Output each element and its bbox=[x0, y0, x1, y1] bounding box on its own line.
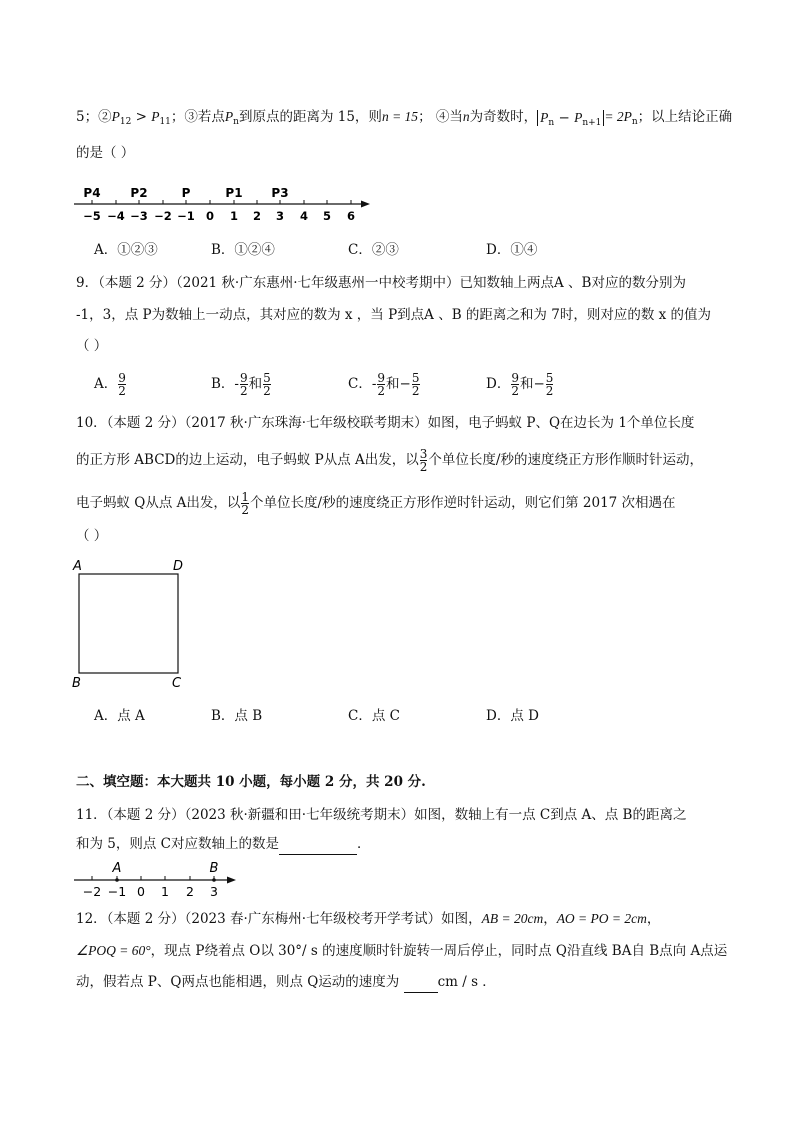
tick-label: −2 bbox=[154, 209, 172, 223]
vertex-label-c: C bbox=[172, 676, 182, 691]
q10-option-c[interactable]: C．点 C bbox=[348, 708, 400, 724]
fraction: $\frac{9}{2}$ bbox=[239, 371, 248, 398]
q12-line2: ∠POQ = 60°，现点 P绕着点 O以 30°/ s 的速度顺时针旋转一周后停止，同时点 Q沿直线 BA自 B点向 A点运 bbox=[76, 943, 728, 959]
tick-label: 2 bbox=[252, 209, 262, 223]
q10-option-d[interactable]: D．点 D bbox=[486, 708, 539, 724]
q10-option-b[interactable]: B．点 B bbox=[211, 708, 263, 724]
q8-option-b[interactable]: B．①②④ bbox=[211, 242, 275, 258]
tick-label: 0 bbox=[205, 209, 215, 223]
fraction: $\frac{5}{2}$ bbox=[411, 371, 420, 398]
point-label-b: B bbox=[209, 861, 219, 876]
vertex-label-d: D bbox=[173, 559, 184, 574]
q9-option-d[interactable]: D． $\frac{9}{2}$ 和− $\frac{5}{2}$ bbox=[486, 371, 554, 398]
tick-label: −4 bbox=[107, 209, 125, 223]
q10-line2: 的正方形 ABCD的边上运动，电子蚂蚁 P从点 A出发，以 $\frac{3}{2}$ 个单位长度/秒的速度绕正方形作顺时针运动， bbox=[76, 447, 703, 474]
q9-line3: （ ） bbox=[76, 338, 108, 354]
tick-label: 5 bbox=[322, 209, 332, 223]
square-abcd bbox=[79, 574, 178, 673]
tick-label: 2 bbox=[186, 884, 194, 899]
tick-label: 4 bbox=[299, 209, 309, 223]
answer-blank[interactable] bbox=[279, 834, 357, 855]
q11-line2: 和为 5，则点 C对应数轴上的数是 ． bbox=[76, 834, 371, 855]
q10-line4: （ ） bbox=[76, 528, 108, 544]
q12-line3: 动，假若点 P、Q两点也能相遇，则点 Q运动的速度为 cm / s ． bbox=[76, 972, 496, 993]
tick-label: −5 bbox=[83, 209, 101, 223]
tick-label: 3 bbox=[275, 209, 285, 223]
square-abcd-figure bbox=[68, 556, 193, 691]
q9-option-b[interactable]: B．- $\frac{9}{2}$ 和 $\frac{5}{2}$ bbox=[211, 371, 271, 398]
section-heading: 二、填空题：本大题共 10 小题，每小题 2 分，共 20 分. bbox=[76, 774, 426, 790]
fraction: $\frac{1}{2}$ bbox=[241, 490, 250, 517]
answer-blank[interactable] bbox=[404, 972, 438, 993]
point-a-dot bbox=[115, 878, 119, 882]
point-label-p3: P3 bbox=[271, 186, 289, 200]
vertex-label-b: B bbox=[72, 676, 81, 691]
q8-option-d[interactable]: D．①④ bbox=[486, 242, 538, 258]
point-label-p4: P4 bbox=[83, 186, 101, 200]
q12-line1: 12．（本题 2 分）（2023 春·广东梅州·七年级校考开学考试）如图，AB = 20cm，AO = PO = 2cm， bbox=[76, 911, 661, 927]
number-line-arrow bbox=[361, 201, 370, 208]
number-line-arrow bbox=[227, 877, 236, 884]
q9-option-a[interactable]: A． $\frac{9}{2}$ bbox=[94, 371, 126, 398]
q10-line3: 电子蚂蚁 Q从点 A出发，以 $\frac{1}{2}$ 个单位长度/秒的速度绕正方形作逆时针运动，则它们第 2017 次相遇在 bbox=[76, 490, 676, 517]
q8-option-a[interactable]: A．①②③ bbox=[94, 242, 158, 258]
vertex-label-a: A bbox=[73, 559, 82, 574]
q8-number-line bbox=[72, 180, 377, 226]
point-label-a: A bbox=[112, 861, 122, 876]
q9-option-c[interactable]: C．- $\frac{9}{2}$ 和− $\frac{5}{2}$ bbox=[348, 371, 420, 398]
q9-line2: -1，3，点 P为数轴上一动点，其对应的数为 x ，当 P到点A 、B 的距离之和为 7时，则对应的数 x 的值为 bbox=[76, 307, 712, 323]
fraction: $\frac{3}{2}$ bbox=[419, 447, 428, 474]
q8-option-c[interactable]: C．②③ bbox=[348, 242, 399, 258]
tick-label: −3 bbox=[130, 209, 148, 223]
tick-label: −1 bbox=[177, 209, 195, 223]
tick-label: 0 bbox=[137, 884, 145, 899]
fraction: $\frac{5}{2}$ bbox=[263, 371, 271, 398]
abs-value-expression: $P_n - P_{n+1}$ bbox=[537, 110, 604, 126]
tick-label: 1 bbox=[161, 884, 169, 899]
fraction: $\frac{5}{2}$ bbox=[545, 371, 554, 398]
fraction: $\frac{9}{2}$ bbox=[118, 371, 126, 398]
point-label-p1: P1 bbox=[225, 186, 243, 200]
point-label-p2: P2 bbox=[130, 186, 148, 200]
point-label-p: P bbox=[181, 186, 191, 200]
q11-line1: 11．（本题 2 分）（2023 秋·新疆和田·七年级统考期末）如图，数轴上有一点 C到点 A、点 B的距离之 bbox=[76, 807, 687, 823]
q11-number-line bbox=[72, 858, 242, 900]
tick-label: −2 bbox=[82, 884, 102, 899]
fraction: $\frac{9}{2}$ bbox=[511, 371, 519, 398]
tick-label: −1 bbox=[107, 884, 127, 899]
tick-label: 3 bbox=[210, 884, 218, 899]
q9-line1: 9．（本题 2 分）（2021 秋·广东惠州·七年级惠州一中校考期中）已知数轴上两点A 、B对应的数分别为 bbox=[76, 275, 686, 291]
q8-statement-line2: 的是（ ） bbox=[76, 145, 135, 161]
q8-statement-line1: 5；$②P_{12} > P_{11}$；③若点$P_n$到原点的距离为 15，则n = 15； ④当n为奇数时， $P_n - P_{n+1} = 2P_n$；以上结论正确 bbox=[76, 109, 733, 128]
point-b-dot bbox=[212, 878, 216, 882]
q10-line1: 10．（本题 2 分）（2017 秋·广东珠海·七年级校联考期末）如图，电子蚂蚁 P、Q在边长为 1个单位长度 bbox=[76, 415, 695, 431]
fraction: $\frac{9}{2}$ bbox=[377, 371, 386, 398]
tick-label: 6 bbox=[346, 209, 356, 223]
tick-label: 1 bbox=[229, 209, 239, 223]
q10-option-a[interactable]: A．点 A bbox=[94, 708, 145, 724]
